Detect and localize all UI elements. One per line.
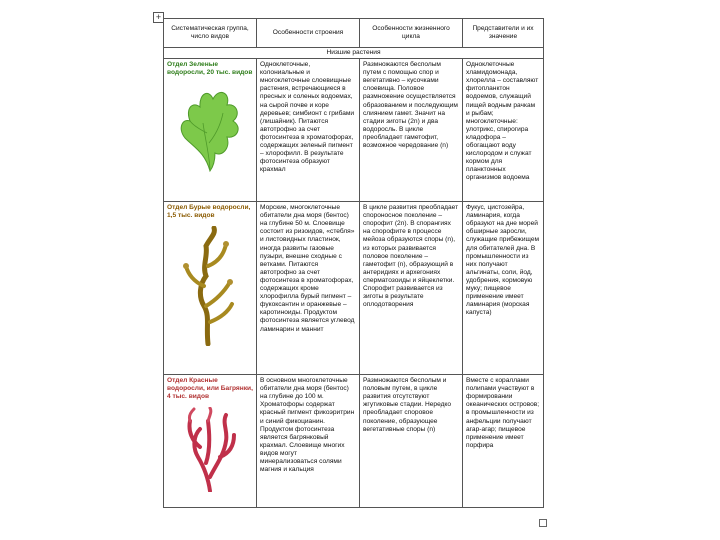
table-row <box>164 375 544 508</box>
structure-cell: В основном многоклеточные обитатели дна моря (бентос) на глубине до 100 м. Хроматофоры содержат красный пигмент фикоэритрин и синий фикоцианин. Продуктом фотосинтеза является багрянковый крахмал. Слоевище многих видов могут минерализоваться солями магния и кальция <box>257 375 360 508</box>
table-move-handle[interactable]: + <box>153 12 164 23</box>
header-cycle: Особенности жизненного цикла <box>360 19 463 48</box>
table-subheader-row <box>164 48 544 59</box>
cycle-cell: В цикле развития преобладает спороносное поколение – спорофит (2n). В спорангиях на спорофите в процессе мейоза образуются споры (n), из которых развивается половое поколение – гаметофит (n), образующий в антеридиях и архегониях сперматозоиды и яйцеклетки. Спорофит развивается из зиготы в результате оплодотворения <box>360 202 463 375</box>
header-representatives: Представители и их значение <box>463 19 544 48</box>
group-cell <box>164 375 257 508</box>
red-alga-illustration <box>180 407 240 492</box>
algae-table <box>163 18 544 508</box>
cycle-cell: Размножаются бесполым и половым путем, в цикле развития отсутствуют жгутиковые стадии. Нередко преобладает споровое поколение, образующее вегетативные споры (n) <box>360 375 463 508</box>
representatives-cell: Одноклеточные хламидомонада, хлорелла – составляют фитопланктон водоемов, служащий пищей водным рачкам и рыбам; многоклеточные: улотрикс, спирогира кладофора – обогащают воду кислородом и служат кормом для планктонных организмов водоема <box>463 59 544 202</box>
table-header-row <box>164 19 544 48</box>
group-name: Отдел Красные водоросли, или Багрянки, 4 тыс. видов <box>167 377 253 401</box>
representatives-cell: Фукус, цистозейра, ламинария, когда образуют на дне морей обширные заросли, служащие прибежищем для обитателей дна. В промышленности из них получают альгинаты, соли, йод, удобрения, кормовую муку; пищевое применение имеет ламинария (морская капуста) <box>463 202 544 375</box>
structure-cell: Одноклеточные, колониальные и многоклеточные слоевищные растения, встречающиеся в пресных и соленых водоемах, на сырой почве и коре деревьев; симбионт с грибами (лишайник). Питаются автотрофно за счет фотосинтеза в хроматофорах, содержащих зеленый пигмент – хлорофилл. В результате фотосинтеза образуют крахмал <box>257 59 360 202</box>
header-structure: Особенности строения <box>257 19 360 48</box>
group-cell <box>164 59 257 202</box>
cycle-cell: Размножаются бесполым путем с помощью спор и вегетативно – кусочками слоевища. Половое размножение осуществляется образованием и последующим слиянием гамет. Значит на стадии зиготы (2n) и два водоросль. В цикле преобладает гаметофит, возможное чередование (n) <box>360 59 463 202</box>
table-row <box>164 202 544 375</box>
subheader-lower-plants: Низшие растения <box>164 48 544 59</box>
structure-cell: Морские, многоклеточные обитатели дна моря (бентос) на глубине 50 м. Слоевище состоит из ризоидов, «стебля» и листовидных пластинок, иногда развиты газовые пузыри, внешне сходные с ветками. Питаются автотрофно за счет фотосинтеза в хроматофорах, содержащих кроме хлорофилла бурый пигмент – фукоксантин и оранжевые – каротиноиды. Продуктом фотосинтеза является углевод ламинарин и маннит <box>257 202 360 375</box>
group-name: Отдел Бурые водоросли, 1,5 тыс. видов <box>167 204 251 220</box>
table-row <box>164 59 544 202</box>
group-name: Отдел Зеленые водоросли, 20 тыс. видов <box>167 61 253 77</box>
brown-alga-illustration <box>180 226 240 346</box>
group-cell <box>164 202 257 375</box>
table-resize-handle[interactable] <box>539 519 547 527</box>
representatives-cell: Вместе с кораллами полипами участвуют в формировании океанических островов; в промышленности из анфельции получают агар-агар; пищевое применение имеет порфира <box>463 375 544 508</box>
green-alga-illustration <box>175 83 245 173</box>
header-group: Систематическая группа, число видов <box>164 19 257 48</box>
